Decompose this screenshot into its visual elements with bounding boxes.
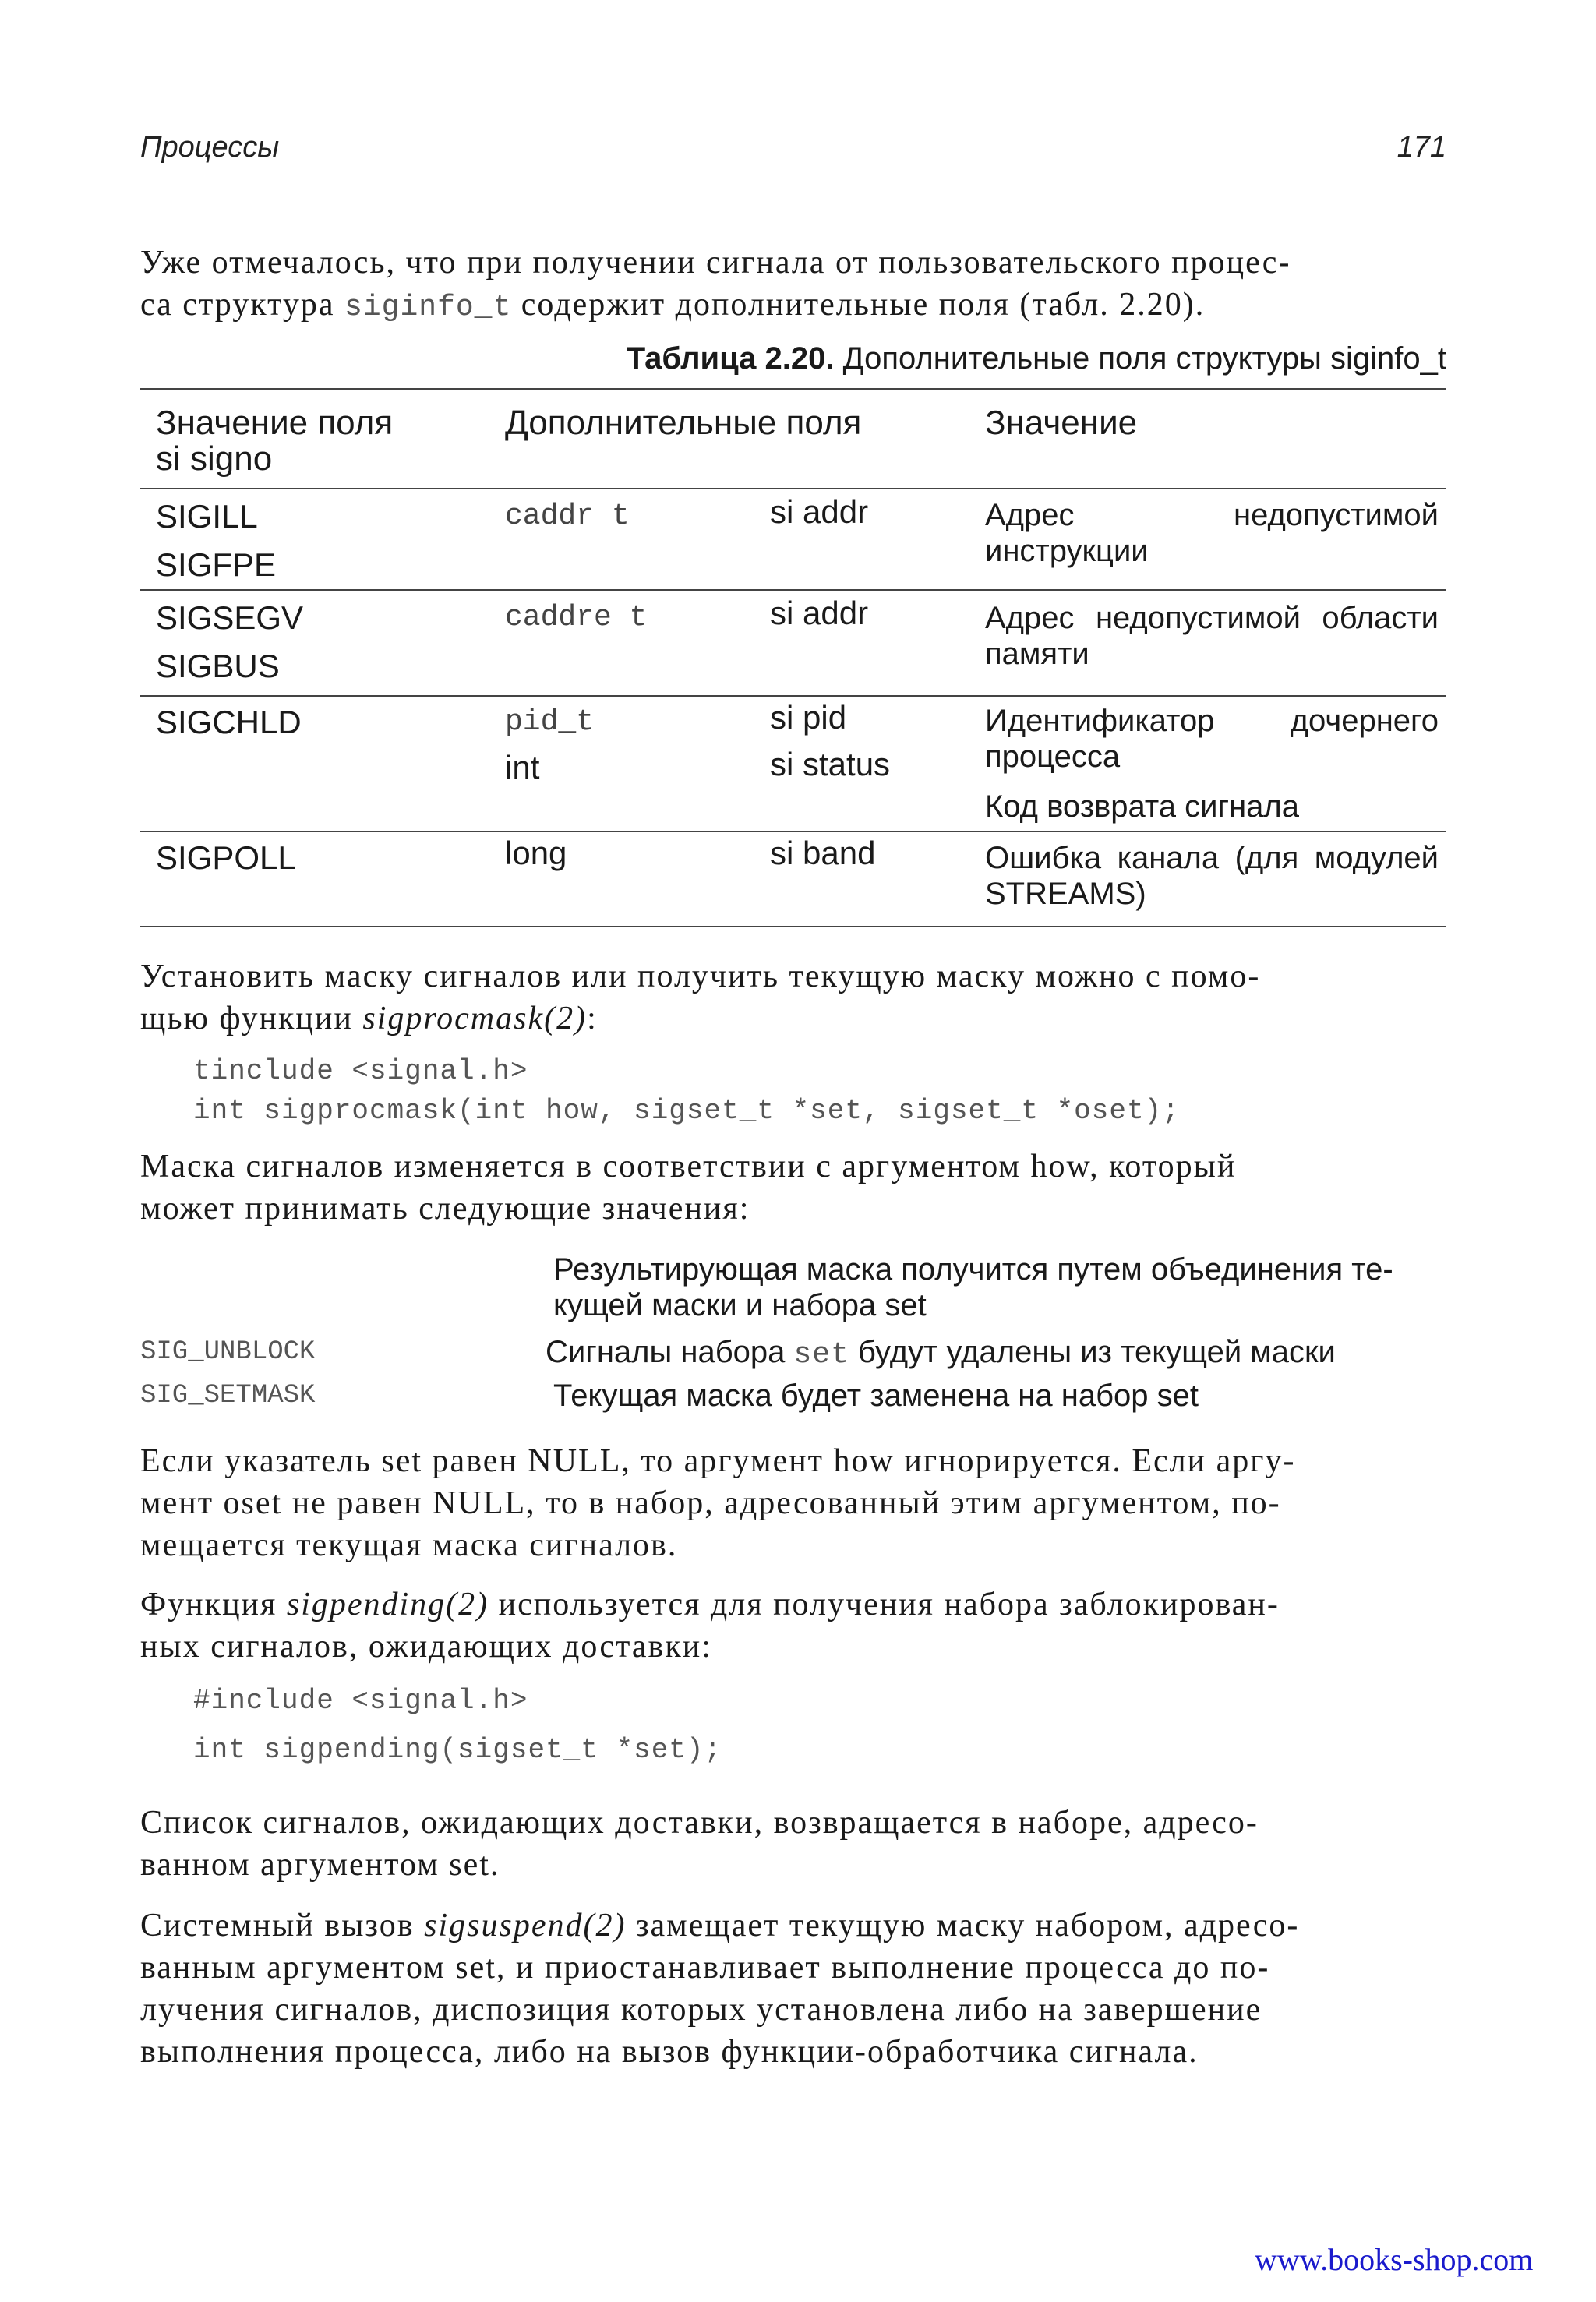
table-top-rule xyxy=(140,388,1446,390)
how-paragraph xyxy=(140,1146,1446,1230)
table-row-1-sig2: SIGFPE xyxy=(156,546,277,583)
list-line-1: Список сигналов, ожидающих доставки, возвращается в наборе, адресо- xyxy=(140,1805,1259,1841)
table-row-3-field2: si status xyxy=(770,746,891,782)
table-row-rule-1 xyxy=(140,589,1446,591)
header-col1: Значение поля si signo xyxy=(156,404,394,478)
sigsuspend-line-3: лучения сигналов, диспозиция которых установлена либо на завершение xyxy=(140,1992,1262,2028)
table-row-4-field: si band xyxy=(770,835,876,871)
list-paragraph xyxy=(140,1802,1446,1886)
code-line: int sigpending(sigset_t *set); xyxy=(193,1734,722,1766)
table-row-1-sig1: SIGILL xyxy=(156,498,258,535)
code-line: tinclude <signal.h> xyxy=(193,1055,528,1087)
table-caption xyxy=(627,341,1446,376)
function-name: sigprocmask(2) xyxy=(362,1001,588,1036)
code-line: #include <signal.h> xyxy=(193,1685,528,1717)
table-row-4-desc: Ошибка канала (для модулей STREAMS) xyxy=(985,841,1439,911)
table-row-2-sig2: SIGBUS xyxy=(156,648,280,684)
sigpending-line-2: ных сигналов, ожидающих доставки: xyxy=(140,1629,712,1665)
sigsuspend-line-2: ванным аргументом set, и приостанавливает выполнение процесса до по- xyxy=(140,1950,1270,1986)
table-row-2-field: si addr xyxy=(770,595,869,631)
table-bottom-rule xyxy=(140,926,1446,927)
table-row-3-sig1: SIGCHLD xyxy=(156,704,302,740)
sigprocmask-paragraph xyxy=(140,955,1446,1040)
how-line-2: может принимать следующие значения: xyxy=(140,1191,750,1227)
table-header-rule xyxy=(140,488,1446,489)
section-title: Процессы xyxy=(140,131,280,164)
definition-unblock-text: Сигналы набора set будут удалены из текущей маски xyxy=(546,1335,1336,1372)
definition-term-unblock: SIG_UNBLOCK xyxy=(140,1337,316,1367)
table-caption-label: Таблица 2.20. xyxy=(626,341,835,376)
footer-link[interactable]: www.books-shop.com xyxy=(1255,2242,1534,2277)
sigpending-line-1: Функция sigpending(2) используется для получения набора заблокирован- xyxy=(140,1587,1280,1622)
table-row-2-sig1: SIGSEGV xyxy=(156,599,304,636)
table-row-3-type2: int xyxy=(505,749,540,786)
code-block-1 xyxy=(193,1055,1180,1127)
sigsuspend-line-1: Системный вызов sigsuspend(2) замещает текущую маску набором, адресо- xyxy=(140,1908,1300,1944)
table-row-1-desc: Адрес недопустимой инструкции xyxy=(985,498,1439,568)
table-row-rule-3 xyxy=(140,831,1446,832)
function-name: sigsuspend(2) xyxy=(424,1908,627,1944)
code-line: int sigprocmask(int how, sigset_t *set, sigset_t *oset); xyxy=(193,1095,1180,1127)
null-paragraph xyxy=(140,1440,1446,1566)
table-row-4-type: long xyxy=(505,835,567,871)
sigsuspend-line-4: выполнения процесса, либо на вызов функции-обработчика сигнала. xyxy=(140,2034,1199,2070)
table-row-2-desc: Адрес недопустимой области памяти xyxy=(985,601,1439,671)
intro-paragraph xyxy=(140,242,1446,329)
definition-setmask-text: Текущая маска будет заменена на набор set xyxy=(553,1379,1199,1413)
table-row-3-field1: si pid xyxy=(770,699,847,736)
code-block-2 xyxy=(193,1685,722,1766)
table-row-rule-2 xyxy=(140,695,1446,697)
sigsuspend-paragraph xyxy=(140,1905,1446,2073)
sigprocmask-line-2: щью функции sigprocmask(2): xyxy=(140,1001,598,1036)
page-number: 171 xyxy=(1396,131,1446,164)
table-row-3-type1: pid_t xyxy=(505,705,595,739)
header-col2: Дополнительные поля xyxy=(505,404,862,442)
table-row-1-field: si addr xyxy=(770,493,869,530)
null-line-2: мент oset не равен NULL, то в набор, адресованный этим аргументом, по- xyxy=(140,1485,1281,1521)
list-line-2: ванном аргументом set. xyxy=(140,1847,500,1883)
table-row-4-sig1: SIGPOLL xyxy=(156,839,296,876)
sigprocmask-line-1: Установить маску сигналов или получить текущую маску можно с помо- xyxy=(140,959,1261,994)
table-row-3-desc2: Код возврата сигнала xyxy=(985,789,1300,824)
sigpending-paragraph xyxy=(140,1584,1446,1668)
null-line-3: мещается текущая маска сигналов. xyxy=(140,1527,678,1563)
header-col3: Значение xyxy=(985,404,1138,442)
how-line-1: Маска сигналов изменяется в соответствии с аргументом how, который xyxy=(140,1149,1237,1185)
inline-code: siginfo_t xyxy=(344,291,512,324)
intro-line-1: Уже отмечалось, что при получении сигнала от пользовательского процес- xyxy=(140,245,1291,281)
definition-block-text: Результирующая маска получится путем объединения те- кущей маски и набора set xyxy=(553,1252,1393,1322)
intro-line-2: са структура siginfo_t содержит дополнительные поля (табл. 2.20). xyxy=(140,287,1206,324)
table-caption-text: Дополнительные поля структуры siginfo_t xyxy=(834,341,1446,376)
table-row-1-type: caddr t xyxy=(505,500,630,533)
function-name: sigpending(2) xyxy=(286,1587,489,1622)
table-row-3-desc1: Идентификатор дочернего процесса xyxy=(985,704,1439,774)
definition-term-setmask: SIG_SETMASK xyxy=(140,1381,316,1411)
table-row-2-type: caddre t xyxy=(505,601,648,634)
null-line-1: Если указатель set равен NULL, то аргумент how игнорируется. Если аргу- xyxy=(140,1443,1296,1479)
